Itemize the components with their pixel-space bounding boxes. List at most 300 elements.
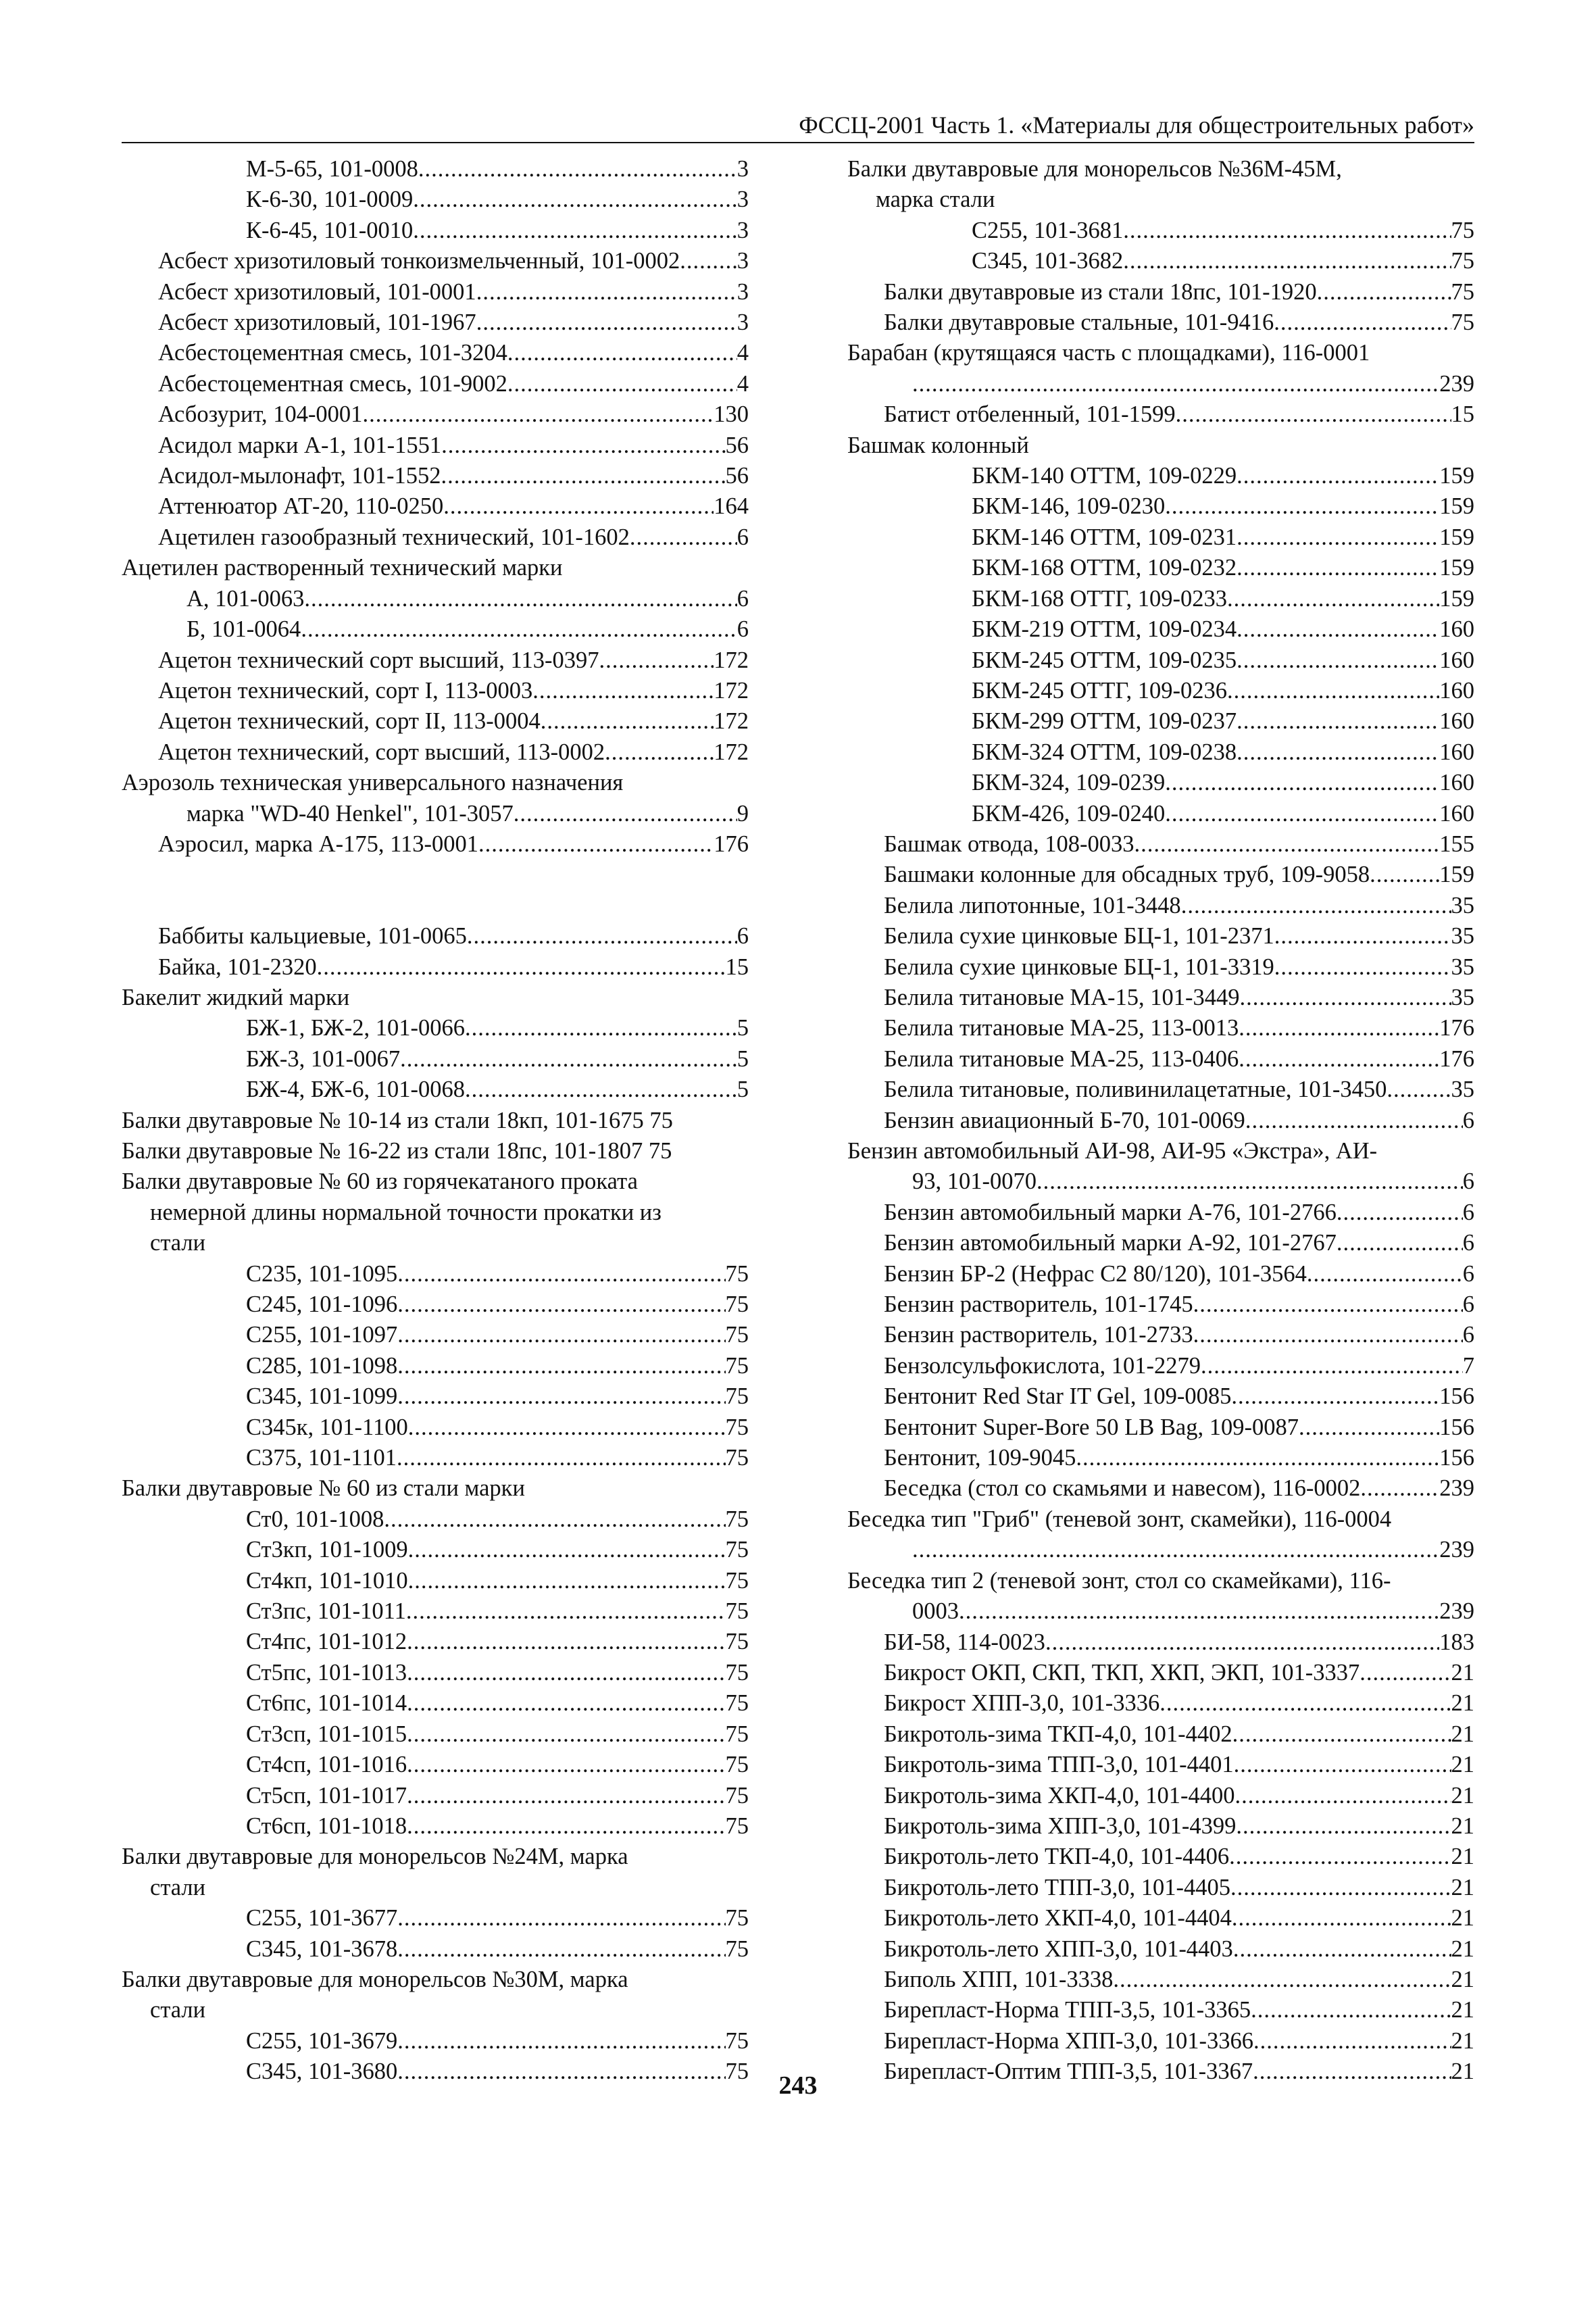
index-entry <box>847 216 1474 246</box>
entry-label: БКМ-168 ОТТМ, 109-0232 <box>972 555 1237 581</box>
entry-label: С345, 101-3678 <box>246 1936 398 1962</box>
dot-leader <box>465 1075 737 1105</box>
entry-label: Ацетон технический, сорт I, 113-0003 <box>158 677 533 704</box>
dot-leader <box>413 216 737 246</box>
index-entry <box>122 246 749 276</box>
index-entry <box>847 1873 1474 1903</box>
dot-leader <box>1337 1198 1463 1228</box>
dot-leader <box>443 491 714 522</box>
entry-label: Бензин автомобильный марки А-92, 101-2767 <box>884 1230 1337 1256</box>
index-entry-row <box>158 829 749 860</box>
dot-leader <box>407 1750 725 1780</box>
dot-leader <box>1159 1688 1451 1719</box>
entry-label: Ст5сп, 101-1017 <box>246 1782 407 1808</box>
index-entry-row <box>246 154 749 184</box>
dot-leader <box>1237 645 1439 676</box>
entry-page-number: 5 <box>737 1077 749 1103</box>
index-entry <box>847 1166 1474 1197</box>
entry-page-number: 6 <box>1462 1107 1474 1133</box>
entry-label: Барабан (крутящаяся часть с площадками), 116-0001 <box>847 340 1370 366</box>
index-entry <box>847 1259 1474 1289</box>
entry-label: Бентонит Super-Bore 50 LB Bag, 109-0087 <box>884 1414 1299 1440</box>
entry-page-number: 75 <box>725 1629 749 1655</box>
entry-page-number: 6 <box>1462 1322 1474 1348</box>
index-entry <box>847 676 1474 706</box>
entry-label: К-6-45, 101-0010 <box>246 217 414 243</box>
dot-leader <box>1165 799 1439 829</box>
entry-page-number: 75 <box>725 1659 749 1685</box>
entry-label: Бикротоль-зима ХКП-4,0, 101-4400 <box>884 1782 1235 1808</box>
index-entry <box>847 1842 1474 1872</box>
entry-label: Балки двутавровые стальные, 101-9416 <box>884 310 1274 336</box>
index-entry-row <box>972 461 1474 491</box>
dot-leader <box>1274 307 1451 338</box>
dot-leader <box>1229 1842 1451 1872</box>
index-entry <box>847 277 1474 307</box>
entry-page-number: 56 <box>725 463 749 489</box>
entry-label: С255, 101-3677 <box>246 1905 398 1931</box>
index-entry <box>847 799 1474 829</box>
index-entry <box>122 461 749 491</box>
index-entry <box>847 1381 1474 1412</box>
dot-leader <box>1227 676 1439 706</box>
entry-page-number: 75 <box>725 1383 749 1410</box>
dot-leader <box>1237 706 1439 737</box>
entry-page-number: 239 <box>1439 370 1474 397</box>
index-entry <box>847 1106 1474 1136</box>
entry-label: Бентонит Red Star IT Gel, 109-0085 <box>884 1383 1232 1410</box>
index-entry <box>847 369 1474 399</box>
index-entry <box>847 1351 1474 1381</box>
entry-page-number: 21 <box>1451 2059 1474 2085</box>
entry-label: Бензолсульфокислота, 101-2279 <box>884 1352 1201 1379</box>
index-entry <box>122 1044 749 1075</box>
index-entry <box>847 553 1474 583</box>
entry-label: Бензин растворитель, 101-1745 <box>884 1291 1193 1318</box>
index-entry <box>122 154 749 184</box>
entry-page-number: 160 <box>1439 739 1474 765</box>
index-entry-row <box>246 1688 749 1719</box>
index-entry-row <box>972 799 1474 829</box>
entry-label: Бензин растворитель, 101-2733 <box>884 1322 1193 1348</box>
index-entry <box>847 399 1474 430</box>
entry-page-number: 21 <box>1451 1844 1474 1870</box>
index-entry <box>847 1198 1474 1228</box>
dot-leader <box>1237 461 1439 491</box>
entry-label: С345к, 101-1100 <box>246 1414 408 1440</box>
entry-page-number: 3 <box>737 187 749 213</box>
dot-leader <box>407 1781 725 1811</box>
dot-leader <box>1234 1750 1451 1780</box>
dot-leader <box>1232 1719 1451 1750</box>
index-entry <box>847 1044 1474 1075</box>
dot-leader <box>507 369 737 399</box>
dot-leader <box>418 154 737 184</box>
entry-page-number: 172 <box>714 647 749 673</box>
index-entry-row <box>884 1781 1474 1811</box>
dot-leader <box>1165 491 1439 522</box>
entry-label: БКМ-219 ОТТМ, 109-0234 <box>972 616 1237 643</box>
entry-page-number: 183 <box>1439 1629 1474 1655</box>
entry-label: Ст4кп, 101-1010 <box>246 1567 408 1594</box>
index-entry <box>122 430 749 461</box>
entry-label: БКМ-324 ОТТМ, 109-0238 <box>972 739 1237 765</box>
entry-label: Белила титановые МА-25, 113-0406 <box>884 1045 1239 1072</box>
entry-page-number: 3 <box>737 217 749 243</box>
index-entry-row <box>884 1198 1474 1228</box>
entry-label: Белила титановые МА-15, 101-3449 <box>884 984 1240 1010</box>
index-entry-row <box>884 1873 1474 1903</box>
index-entry <box>847 1903 1474 1934</box>
entry-page-number: 21 <box>1451 1936 1474 1962</box>
index-entry-row <box>884 1013 1474 1043</box>
index-entry-row <box>884 1750 1474 1780</box>
index-entry-row <box>884 1688 1474 1719</box>
index-entry-row <box>246 2026 749 2057</box>
dot-leader <box>384 1504 725 1535</box>
entry-label: Ст6сп, 101-1018 <box>246 1813 407 1839</box>
entry-page-number: 75 <box>1451 217 1474 243</box>
dot-leader <box>605 737 714 768</box>
dot-leader <box>397 1903 725 1934</box>
index-entry-row <box>972 553 1474 583</box>
index-entry-row <box>246 216 749 246</box>
index-entry-row <box>912 1166 1474 1197</box>
index-entry <box>122 921 749 952</box>
index-entry <box>847 1320 1474 1350</box>
index-entry-row <box>158 246 749 276</box>
index-column-right <box>847 154 1474 2088</box>
entry-page-number: 6 <box>737 923 749 950</box>
index-entry <box>847 952 1474 983</box>
page-number: 243 <box>778 2071 818 2100</box>
entry-page-number: 75 <box>725 1414 749 1440</box>
entry-label: БКМ-146, 109-0230 <box>972 493 1166 520</box>
index-entry <box>122 737 749 768</box>
dot-leader <box>1337 1228 1463 1258</box>
dot-leader <box>630 522 737 553</box>
dot-leader <box>507 338 737 368</box>
index-entry-row <box>246 1289 749 1320</box>
entry-page-number: 159 <box>1439 862 1474 888</box>
index-entry <box>122 1627 749 1657</box>
index-entry-row <box>158 676 749 706</box>
entry-label: Аэросил, марка А-175, 113-0001 <box>158 831 479 857</box>
entry-page-number: 75 <box>725 1690 749 1717</box>
index-entry-row <box>884 1443 1474 1473</box>
index-entry-row <box>972 491 1474 522</box>
entry-label: БКМ-324, 109-0239 <box>972 770 1166 796</box>
index-entry <box>122 1351 749 1381</box>
index-entry <box>847 768 1474 798</box>
entry-label: С345, 101-1099 <box>246 1383 398 1410</box>
index-entry-row <box>884 983 1474 1013</box>
entry-label: Асбест хризотиловый, 101-0001 <box>158 278 476 305</box>
entry-page-number: 160 <box>1439 677 1474 704</box>
index-entry-row <box>884 1995 1474 2025</box>
index-entry <box>847 1934 1474 1965</box>
entry-page-number: 164 <box>714 493 749 520</box>
entry-page-number: 3 <box>737 156 749 182</box>
index-entry-row <box>884 1627 1474 1658</box>
entry-page-number: 160 <box>1439 616 1474 643</box>
entry-label: Бикрост ХПП-3,0, 101-3336 <box>884 1690 1160 1717</box>
index-entry-row <box>972 768 1474 798</box>
entry-label: Асбестоцементная смесь, 101-9002 <box>158 370 507 397</box>
entry-page-number: 3 <box>737 278 749 305</box>
dot-leader <box>514 799 737 829</box>
entry-label: Аттенюатор АТ-20, 110-0250 <box>158 493 444 520</box>
index-entry-row <box>884 1351 1474 1381</box>
entry-page-number: 130 <box>714 401 749 428</box>
dot-leader <box>1239 1044 1439 1075</box>
dot-leader <box>407 1811 725 1842</box>
dot-leader <box>1237 737 1439 768</box>
index-entry-row <box>158 737 749 768</box>
dot-leader <box>476 307 737 338</box>
entry-page-number: 6 <box>1462 1291 1474 1318</box>
index-entry <box>122 706 749 737</box>
dot-leader <box>912 369 1439 399</box>
dot-leader <box>1360 1658 1451 1688</box>
index-entry <box>122 1750 749 1780</box>
entry-page-number: 155 <box>1439 831 1474 857</box>
index-entry <box>122 1811 749 1842</box>
entry-page-number: 35 <box>1451 1077 1474 1103</box>
index-entry <box>847 1995 1474 2025</box>
index-entry-row <box>884 891 1474 921</box>
index-entry <box>122 2026 749 2057</box>
index-entry <box>122 184 749 215</box>
entry-page-number: 239 <box>1439 1598 1474 1625</box>
index-entry-row <box>246 1934 749 1965</box>
entry-page-number: 159 <box>1439 493 1474 520</box>
index-entry <box>847 1412 1474 1443</box>
dot-leader <box>397 1934 725 1965</box>
index-entry <box>122 1075 749 1105</box>
entry-page-number: 176 <box>714 831 749 857</box>
dot-leader <box>408 1412 726 1443</box>
index-entry-row <box>186 614 749 645</box>
index-entry <box>847 645 1474 676</box>
index-entry <box>122 1934 749 1965</box>
index-entry-row <box>884 1934 1474 1965</box>
index-entry <box>122 829 749 860</box>
entry-page-number: 7 <box>1462 1352 1474 1379</box>
entry-page-number: 75 <box>725 1506 749 1532</box>
entry-page-number: 75 <box>725 2027 749 2054</box>
entry-label: БКМ-168 ОТТГ, 109-0233 <box>972 585 1227 612</box>
entry-label: Бирепласт-Норма ТПП-3,5, 101-3365 <box>884 1997 1251 2023</box>
entry-page-number: 21 <box>1451 1905 1474 1931</box>
index-entry-row <box>884 2026 1474 2057</box>
entry-label: марка "WD-40 Henkel", 101-3057 <box>186 800 514 827</box>
index-entry-row <box>884 1381 1474 1412</box>
entry-page-number: 75 <box>648 1137 672 1164</box>
dot-leader <box>1181 891 1451 921</box>
entry-page-number: 160 <box>1439 647 1474 673</box>
index-entry <box>122 1228 749 1258</box>
index-entry <box>847 1566 1474 1596</box>
entry-page-number: 35 <box>1451 923 1474 950</box>
page-header: ФССЦ-2001 Часть 1. «Материалы для общестроительных работ» <box>122 108 1474 143</box>
entry-label: БКМ-140 ОТТМ, 109-0229 <box>972 463 1237 489</box>
dot-leader <box>1240 983 1451 1013</box>
entry-label: Биполь ХПП, 101-3338 <box>884 1966 1114 1992</box>
index-entry-row <box>884 1075 1474 1105</box>
dot-leader <box>1317 277 1451 307</box>
entry-label: Бензин БР-2 (Нефрас С2 80/120), 101-3564 <box>884 1260 1307 1287</box>
dot-leader <box>959 1596 1439 1627</box>
index-entry-row <box>158 399 749 430</box>
index-entry <box>847 1013 1474 1043</box>
entry-page-number: 6 <box>737 524 749 550</box>
entry-label: Асидол марки А-1, 101-1551 <box>158 432 442 458</box>
dot-leader <box>1307 1259 1463 1289</box>
dot-leader <box>1123 246 1451 276</box>
dot-leader <box>1299 1412 1439 1443</box>
entry-label: С255, 101-3679 <box>246 2027 398 2054</box>
index-entry <box>122 676 749 706</box>
entry-page-number: 75 <box>725 1260 749 1287</box>
index-entry-row <box>246 1535 749 1565</box>
entry-label: Батист отбеленный, 101-1599 <box>884 401 1176 428</box>
dot-leader <box>1232 1903 1451 1934</box>
index-entry-row <box>884 1228 1474 1258</box>
entry-label: Бензин автомобильный АИ-98, АИ-95 «Экстра», АИ- <box>847 1138 1378 1164</box>
index-entry-row <box>884 1044 1474 1075</box>
dot-leader <box>1253 2026 1451 2057</box>
entry-page-number: 21 <box>1451 1690 1474 1717</box>
entry-label: БКМ-146 ОТТМ, 109-0231 <box>972 524 1237 550</box>
index-entry-row <box>246 1596 749 1627</box>
index-entry-row <box>246 1381 749 1412</box>
index-entry-row <box>246 184 749 215</box>
index-entry-row <box>246 1504 749 1535</box>
dot-leader <box>599 645 714 676</box>
blank-line <box>122 860 749 890</box>
entry-page-number: 75 <box>725 1322 749 1348</box>
entry-label: Ст4сп, 101-1016 <box>246 1752 407 1778</box>
index-entry-row <box>246 1566 749 1596</box>
dot-leader <box>397 1443 726 1473</box>
index-entry-row <box>246 1320 749 1350</box>
entry-label: 0003 <box>912 1598 959 1625</box>
index-entry <box>122 1873 749 1903</box>
entry-label: Балки двутавровые для монорельсов №24М, марка <box>122 1844 628 1870</box>
entry-label: Башмаки колонные для обсадных труб, 109-9058 <box>884 862 1370 888</box>
entry-label: Беседка тип "Гриб" (теневой зонт, скамейки), 116-0004 <box>847 1506 1392 1532</box>
index-entry-row <box>884 1903 1474 1934</box>
dot-leader <box>407 1688 725 1719</box>
dot-leader <box>441 430 725 461</box>
dot-leader <box>406 1596 726 1627</box>
index-entry <box>122 277 749 307</box>
entry-label: Бакелит жидкий марки <box>122 984 350 1010</box>
entry-label: стали <box>150 1230 206 1256</box>
entry-label: БКМ-426, 109-0240 <box>972 800 1166 827</box>
entry-page-number: 5 <box>737 1045 749 1072</box>
index-entry <box>847 1473 1474 1504</box>
dot-leader <box>1274 952 1451 983</box>
entry-page-number: 35 <box>1451 984 1474 1010</box>
dot-leader <box>1231 1381 1439 1412</box>
entry-label: Ст3кп, 101-1009 <box>246 1537 408 1563</box>
index-entry-row <box>158 522 749 553</box>
entry-page-number: 75 <box>649 1107 673 1133</box>
dot-leader <box>1193 1320 1463 1350</box>
index-entry <box>847 1596 1474 1627</box>
dot-leader <box>1037 1166 1463 1197</box>
index-entry <box>122 1381 749 1412</box>
index-entry <box>122 1166 749 1197</box>
index-entry-row <box>884 921 1474 952</box>
dot-leader <box>304 584 737 614</box>
entry-page-number: 35 <box>1451 892 1474 918</box>
entry-label: Асбест хризотиловый, 101-1967 <box>158 310 476 336</box>
index-entry-row <box>246 1627 749 1657</box>
index-entry-row <box>158 952 749 983</box>
entry-page-number: 6 <box>737 616 749 643</box>
dot-leader <box>1113 1965 1451 1995</box>
dot-leader <box>441 461 725 491</box>
entry-page-number: 5 <box>737 1015 749 1041</box>
dot-leader <box>1235 1781 1451 1811</box>
entry-label: С255, 101-3681 <box>972 217 1124 243</box>
entry-page-number: 21 <box>1451 1721 1474 1747</box>
index-entry-row <box>246 1811 749 1842</box>
entry-page-number: 35 <box>1451 954 1474 980</box>
index-entry-row <box>972 676 1474 706</box>
index-entry-row <box>972 614 1474 645</box>
index-entry-row <box>884 277 1474 307</box>
entry-page-number: 160 <box>1439 800 1474 827</box>
entry-page-number: 156 <box>1439 1414 1474 1440</box>
entry-label: БИ-58, 114-0023 <box>884 1629 1045 1655</box>
dot-leader <box>1227 584 1439 614</box>
index-entry <box>122 1688 749 1719</box>
dot-leader <box>407 1627 725 1657</box>
index-entry <box>847 921 1474 952</box>
index-entry <box>847 1688 1474 1719</box>
entry-label: Беседка тип 2 (теневой зонт, стол со скамейками), 116- <box>847 1567 1391 1594</box>
dot-leader <box>408 1566 726 1596</box>
index-entry <box>847 829 1474 860</box>
index-entry-row <box>186 799 749 829</box>
entry-label: С345, 101-3682 <box>972 248 1124 274</box>
index-entry <box>122 952 749 983</box>
index-entry <box>847 860 1474 890</box>
index-entry-row <box>186 584 749 614</box>
entry-label: Бикротоль-зима ТКП-4,0, 101-4402 <box>884 1721 1232 1747</box>
dot-leader <box>1165 768 1439 798</box>
entry-label: Бикротоль-лето ХКП-4,0, 101-4404 <box>884 1905 1232 1931</box>
index-entry <box>847 2026 1474 2057</box>
entry-page-number: 156 <box>1439 1383 1474 1410</box>
dot-leader <box>680 246 737 276</box>
entry-label: Балки двутавровые для монорельсов №36М-45М, <box>847 156 1342 182</box>
entry-page-number: 75 <box>1451 278 1474 305</box>
index-entry <box>122 1842 749 1872</box>
entry-label: Асбест хризотиловый тонкоизмельченный, 101-0002 <box>158 248 680 274</box>
entry-label: Аэрозоль техническая универсального назначения <box>122 770 624 796</box>
index-entry <box>847 1289 1474 1320</box>
entry-label: Ст0, 101-1008 <box>246 1506 384 1532</box>
index-entry-row <box>246 1750 749 1780</box>
dot-leader <box>397 1351 725 1381</box>
index-entry <box>847 614 1474 645</box>
entry-page-number: 172 <box>714 739 749 765</box>
